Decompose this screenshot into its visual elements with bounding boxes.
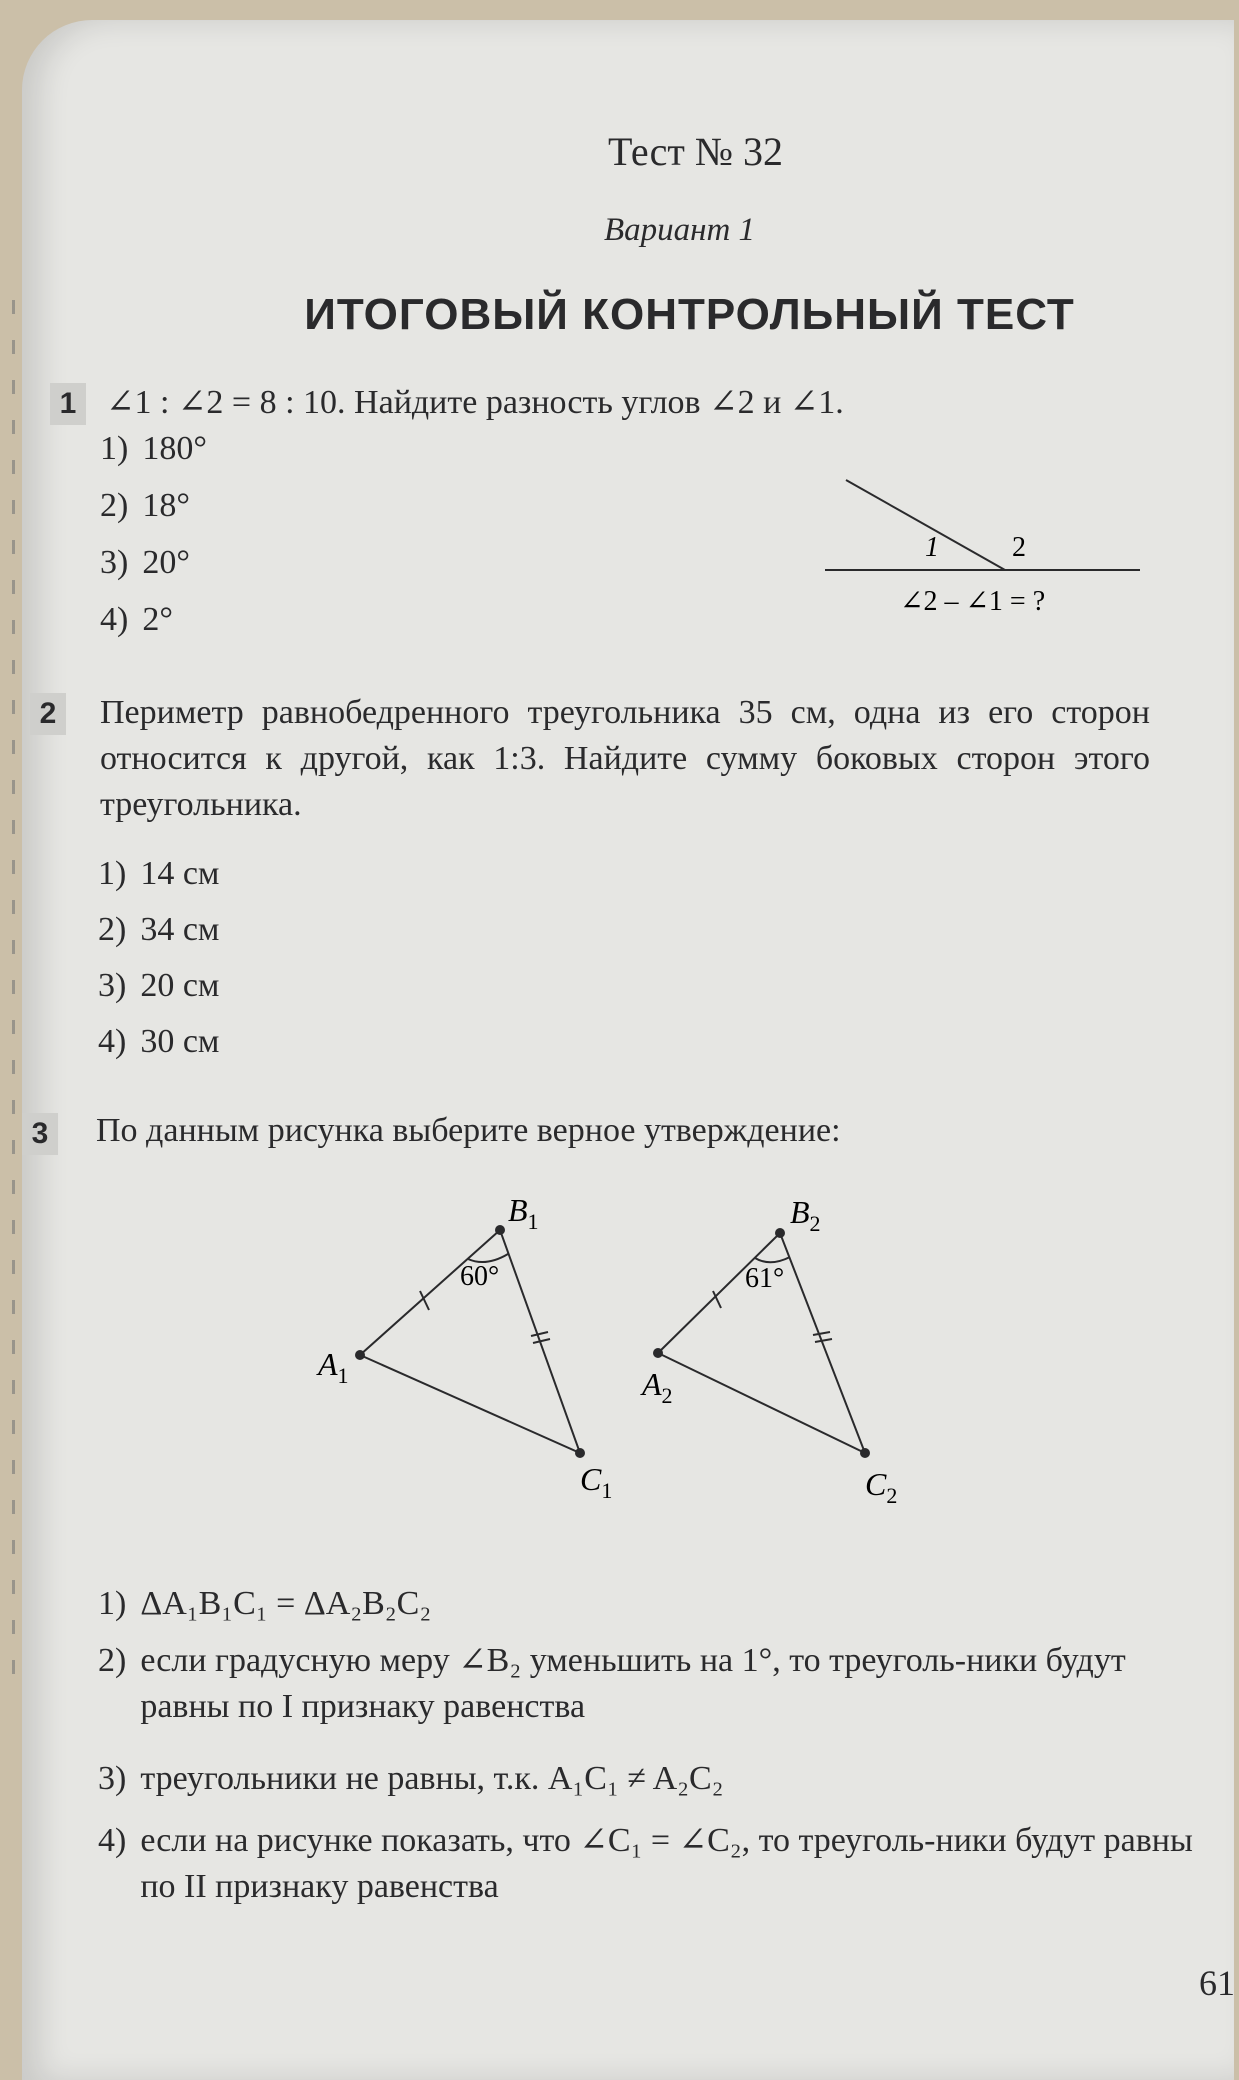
- t1-tick-bc-2: [533, 1339, 550, 1343]
- page-number: 61: [1199, 1963, 1235, 2003]
- t2-tick-bc-2: [815, 1339, 832, 1342]
- variant-label: Вариант 1: [603, 212, 756, 248]
- q2-option-2: 2) 34 см: [98, 911, 220, 948]
- question-number-1: 1: [50, 383, 86, 425]
- q2-option-1: 1) 14 см: [98, 855, 220, 892]
- t1-vertex-a: $A_1$: [318, 1346, 349, 1388]
- t2-angle-arc: [755, 1257, 790, 1262]
- question-number-3: 3: [22, 1113, 58, 1155]
- q3-option-1: 1) ΔA₁B₁C₁ = ΔA₂B₂C₂: [98, 1585, 432, 1622]
- q2-option-3: 3) 20 см: [98, 967, 220, 1004]
- question-1-text: ∠1 : ∠2 = 8 : 10. Найдите разность углов ∠2 и ∠1.: [106, 384, 844, 421]
- q2-option-4: 4) 30 см: [98, 1023, 220, 1060]
- triangle-1: [316, 1192, 612, 1503]
- question-3-text: По данным рисунка выберите верное утверждение:: [96, 1112, 841, 1149]
- t2-angle-label: 61°: [745, 1263, 785, 1294]
- t1-tick-bc-1: [531, 1332, 548, 1336]
- q1-option-4: 4) 2°: [100, 601, 173, 638]
- t2-vertex-c: $C_2$: [865, 1466, 898, 1508]
- triangle-2: [640, 1194, 897, 1508]
- t2-vertex-a: $A_2$: [642, 1366, 673, 1408]
- q1-option-1: 1) 180°: [100, 430, 207, 467]
- t2-tick-bc-1: [813, 1332, 830, 1335]
- q1-angle-label-1: 1: [925, 532, 939, 563]
- t1-angle-label: 60°: [460, 1261, 500, 1292]
- q1-angle-label-2: 2: [1012, 532, 1026, 563]
- q3-option-2: 2) если градусную меру ∠B₂ уменьшить на 1°, то треуголь-ники будут равны по I признаку равенства: [98, 1642, 1126, 1725]
- q1-option-3: 3) 20°: [100, 544, 190, 581]
- q1-option-2: 2) 18°: [100, 487, 190, 524]
- question-2-text: Периметр равнобедренного треугольника 35 см, одна из его сторон относится к другой, как 1:3. Найдите сумму боковых сторон этого треугольника.: [100, 694, 1150, 823]
- question-number-2: 2: [30, 693, 66, 735]
- q1-angle-figure: [800, 470, 1150, 630]
- t2-vertex-b: $B_2$: [790, 1194, 821, 1236]
- q3-option-4: 4) если на рисунке показать, что ∠C₁ = ∠C₂, то треуголь-ники будут равны по II признаку равенства: [98, 1822, 1193, 1905]
- q1-figure-caption: ∠2 – ∠1 = ?: [900, 586, 1046, 617]
- q3-option-3: 3) треугольники не равны, т.к. A₁C₁ ≠ A₂C₂: [98, 1760, 724, 1797]
- q3-triangles-figure: [300, 1185, 950, 1515]
- t1-vertex-b: $B_1$: [508, 1192, 539, 1234]
- page-edge-marks: [12, 300, 15, 1700]
- test-number: Тест № 32: [607, 129, 784, 174]
- t1-vertex-c: $C_1$: [580, 1461, 613, 1503]
- page-title: ИТОГОВЫЙ КОНТРОЛЬНЫЙ ТЕСТ: [304, 290, 1075, 339]
